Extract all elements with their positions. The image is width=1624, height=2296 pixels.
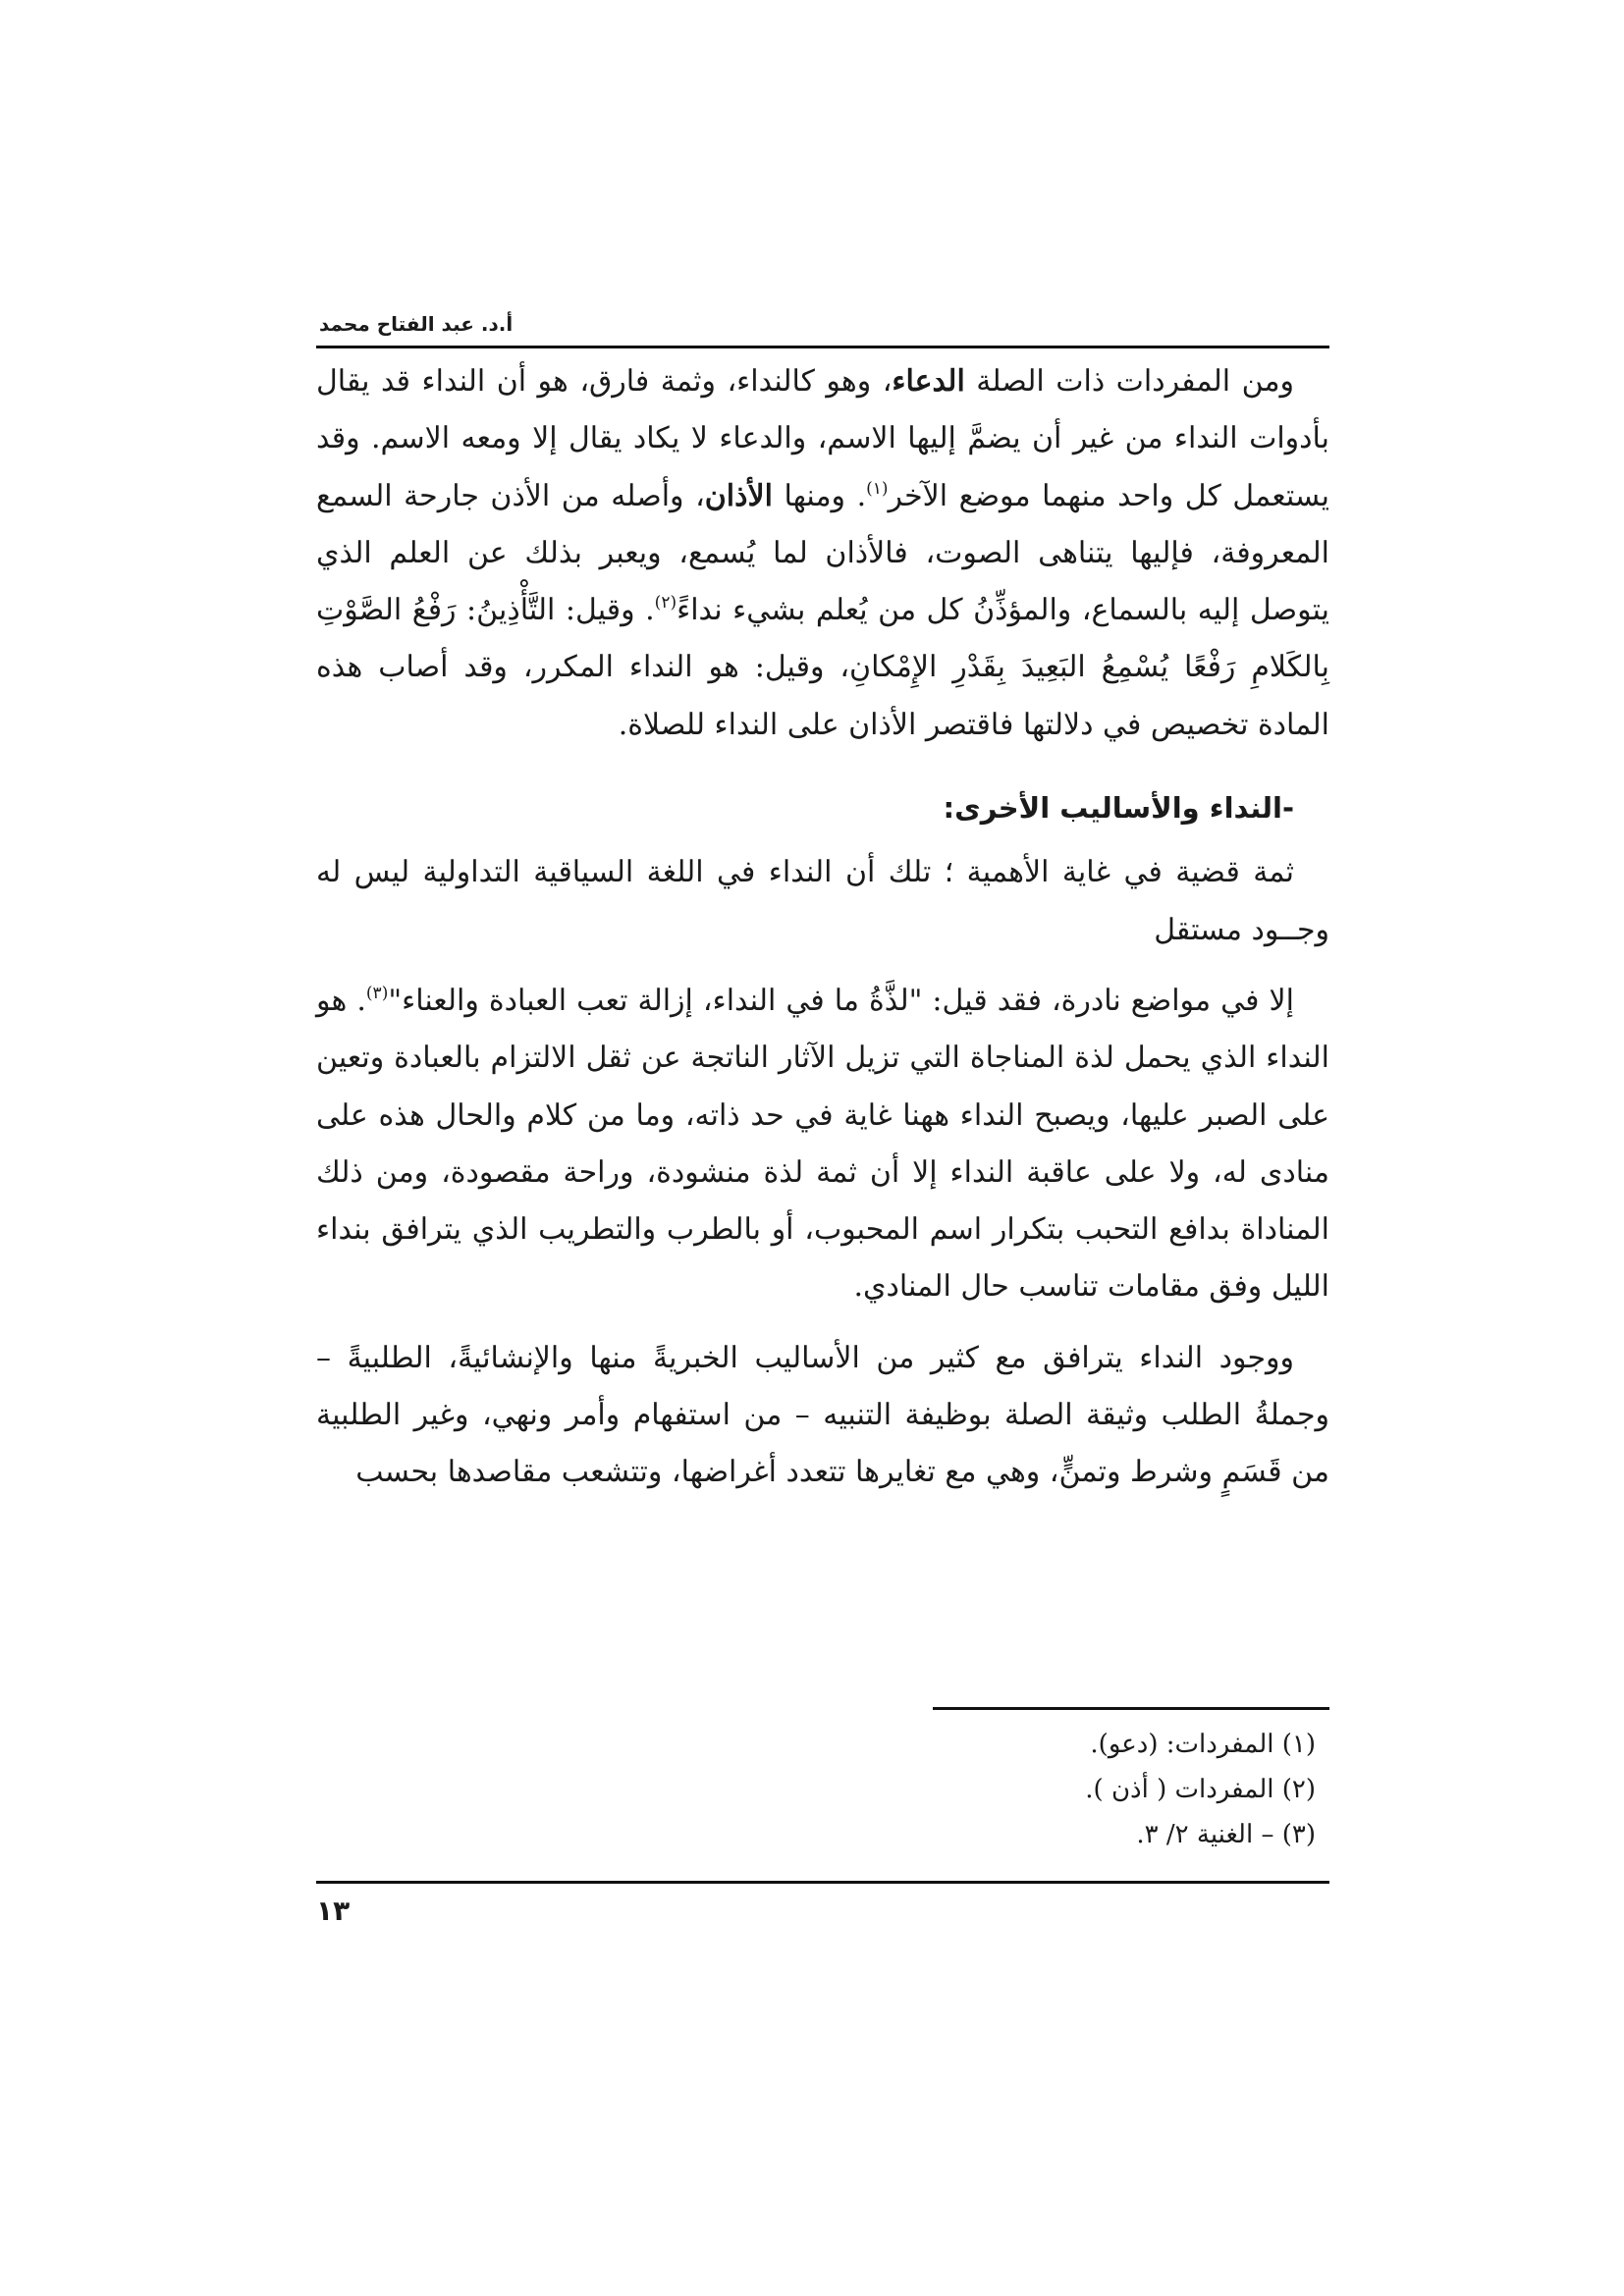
paragraph-1: ومن المفردات ذات الصلة الدعاء، وهو كالنداء، وثمة فارق، هو أن النداء قد يقال بأدوات النداء من غير أن يضمَّ إليها الاسم، والدعاء لا يكاد يقال إلا ومعه الاسم. وقد يستعمل كل واحد منهما موضع الآخر$^{(١)}$. ومنها الأذان، وأصله من الأذن جارحة السمع المعروفة، فإليها يتناهى الصوت، فالأذان لما يُسمع، ويعبر بذلك عن العلم الذي يتوصل إليه بالسماع، والمؤذِّنُ كل من يُعلم بشيء نداءً$^{(٢)}$. وقيل: التَّأْذِينُ: رَفْعُ الصَّوْتِ بِالكَلامِ رَفْعًا يُسْمِعُ البَعِيدَ بِقَدْرِ الإِمْكانِ، وقيل: هو النداء المكرر، وقد أصاب هذه المادة تخصيص في دلالتها فاقتصر الأذان على النداء للصلاة. (316, 364, 1329, 742)
bold-term-dua: الدعاء (892, 364, 965, 399)
paragraph-4: ووجود النداء يترافق مع كثير من الأساليب الخبريةً منها والإنشائيةً، الطلبيةً – وجملةُ الطلب وثيقة الصلة بوظيفة التنبيه – من استفهام وأمر ونهي، وغير الطلبية من قَسَمٍ وشرط وتمنٍّ، وهي مع تغايرها تتعدد أغراضها، وتتشعب مقاصدها بحسب (316, 1340, 1329, 1490)
section-heading: -النداء والأساليب الأخرى: (943, 791, 1294, 826)
main-text (316, 353, 1329, 1502)
paragraph-2: ثمة قضية في غاية الأهمية ؛ تلك أن النداء في اللغة السياقية التداولية ليس له وجــود مستقل (316, 855, 1329, 947)
footer-rule (316, 1881, 1329, 1884)
footnote-ref-3[interactable]: (٣) (365, 983, 389, 1003)
footnotes (316, 1722, 1329, 1857)
footnote-1: (١) المفردات: (دعو). (1090, 1730, 1316, 1759)
running-header-author: أ.د. عبد الفتاح محمد (319, 312, 514, 336)
paragraph-3: إلا في مواضع نادرة، فقد قيل: "لذَّةُ ما في النداء، إزالة تعب العبادة والعناء"$^{(٣)}$. هو النداء الذي يحمل لذة المناجاة التي تزيل الآثار الناتجة عن ثقل الالتزام بالعبادة وتعين على الصبر عليها، ويصبح النداء ههنا غاية في حد ذاته، وما من كلام والحال هذه على منادى له، ولا على عاقبة النداء إلا أن ثمة لذة منشودة، وراحة مقصودة، ومن ذلك المناداة بدافع التحبب بتكرار اسم المحبوب، أو بالطرب والتطريب الذي يترافق بنداء الليل وفق مقامات تناسب حال المنادي. (316, 983, 1329, 1305)
footnote-ref-2[interactable]: (٢) (654, 593, 677, 614)
footnote-2: (٢) المفردات ( أذن ). (1085, 1775, 1316, 1804)
footnote-separator (933, 1707, 1329, 1710)
header-rule (316, 346, 1329, 348)
bold-term-adhan: الأذان (704, 478, 773, 513)
footnote-ref-1[interactable]: (١) (866, 478, 889, 499)
footnote-3: (٣) – الغنية ٢/ ٣. (1136, 1820, 1316, 1849)
page-number: ١٣ (316, 1895, 351, 1927)
